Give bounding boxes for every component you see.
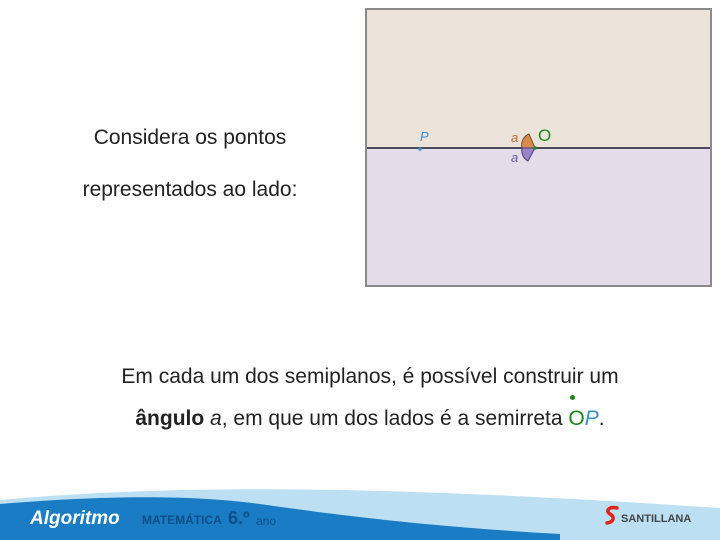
- statement-end: .: [598, 407, 605, 430]
- angle-word: ângulo: [135, 407, 205, 430]
- intro-line-2: representados ao lado:: [82, 178, 298, 201]
- point-p-label: P: [420, 129, 429, 144]
- publisher-logo-icon: [604, 505, 620, 527]
- statement-text: [60, 356, 680, 440]
- ray-o: O: [568, 407, 585, 430]
- angle-top-marker: [522, 134, 535, 148]
- brand-logo: Algoritmo: [30, 508, 120, 529]
- point-o-label: O: [538, 126, 552, 145]
- grade-unit-label: ano: [256, 514, 277, 528]
- angle-symbol: a: [210, 407, 222, 430]
- angle-bottom-label: a: [511, 150, 519, 165]
- angle-drawing: [367, 10, 712, 287]
- statement-line-1: Em cada um dos semiplanos, é possível construir um: [121, 365, 619, 388]
- angle-top-label: a: [511, 130, 519, 145]
- intro-text: [40, 112, 340, 216]
- point-p-marker: [418, 147, 422, 151]
- statement-line-2: [60, 398, 680, 440]
- ray-p: P: [584, 407, 599, 430]
- ray-dot-icon: [570, 395, 575, 400]
- publisher-name: SANTILLANA: [621, 513, 692, 525]
- grade-label: 6.º: [228, 508, 250, 528]
- half-planes-figure: [365, 8, 712, 287]
- statement-middle: , em que um dos lados é a semirreta: [221, 407, 569, 430]
- subject-label: MATEMÁTICA: [142, 513, 222, 527]
- intro-line-1: Considera os pontos: [93, 126, 287, 149]
- ray-op: [568, 398, 598, 440]
- point-o-marker: [533, 146, 537, 150]
- angle-bottom-marker: [522, 148, 535, 161]
